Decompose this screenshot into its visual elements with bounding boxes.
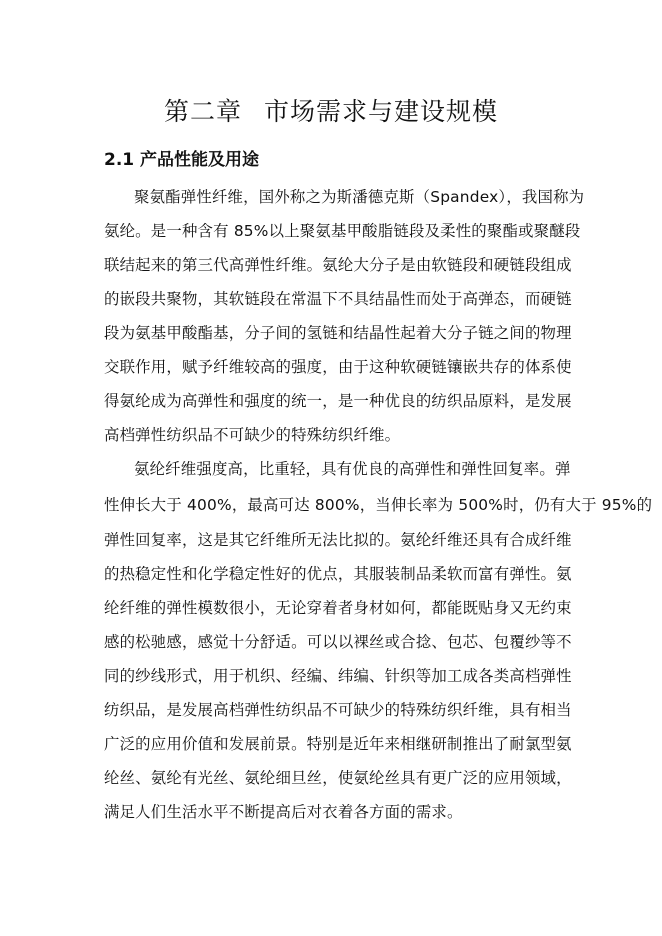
paragraph-1-line: 段为氨基甲酸酯基，分子间的氢链和结晶性起着大分子链之间的物理 <box>104 324 572 342</box>
paragraph-2-line: 的热稳定性和化学稳定性好的优点，其服装制品柔软而富有弹性。氨 <box>104 565 572 583</box>
chapter-number: 第二章 <box>163 97 242 126</box>
paragraph-1-line: 联结起来的第三代高弹性纤维。氨纶大分子是由软链段和硬链段组成 <box>104 256 572 274</box>
paragraph-1-line: 的嵌段共聚物，其软链段在常温下不具结晶性而处于高弹态，而硬链 <box>104 290 572 308</box>
paragraph-1-line: 高档弹性纺织品不可缺少的特殊纺织纤维。 <box>104 426 401 444</box>
section-title: 2.1 产品性能及用途 <box>104 150 260 170</box>
paragraph-2-line: 性伸长大于 400%，最高可达 800%，当伸长率为 500%时，仍有大于 95%的 <box>104 496 653 514</box>
paragraph-2-line: 广泛的应用价值和发展前景。特别是近年来相继研制推出了耐氯型氨 <box>104 735 572 753</box>
paragraph-1-line: 聚氨酯弹性纤维，国外称之为斯潘德克斯（Spandex），我国称为 <box>134 188 585 206</box>
paragraph-2-line: 感的松驰感，感觉十分舒适。可以以裸丝或合捻、包芯、包覆纱等不 <box>104 633 572 651</box>
paragraph-2-line: 纺织品，是发展高档弹性纺织品不可缺少的特殊纺织纤维，具有相当 <box>104 701 572 719</box>
paragraph-2-line: 同的纱线形式，用于机织、经编、纬编、针织等加工成各类高档弹性 <box>104 667 572 685</box>
paragraph-2-line: 满足人们生活水平不断提高后对衣着各方面的需求。 <box>104 803 463 821</box>
paragraph-1-line: 交联作用，赋予纤维较高的强度，由于这种软硬链镶嵌共存的体系使 <box>104 358 572 376</box>
chapter-title <box>0 96 662 128</box>
paragraph-2-line: 弹性回复率，这是其它纤维所无法比拟的。氨纶纤维还具有合成纤维 <box>104 531 572 549</box>
paragraph-2-line: 纶丝、氨纶有光丝、氨纶细旦丝，使氨纶丝具有更广泛的应用领域， <box>104 769 572 787</box>
paragraph-1-line: 氨纶。是一种含有 85%以上聚氨基甲酸脂链段及柔性的聚酯或聚醚段 <box>104 222 581 240</box>
paragraph-2-line: 氨纶纤维强度高，比重轻，具有优良的高弹性和弹性回复率。弹 <box>134 460 571 478</box>
paragraph-2-line: 纶纤维的弹性模数很小，无论穿着者身材如何，都能既贴身又无约束 <box>104 599 572 617</box>
paragraph-1-line: 得氨纶成为高弹性和强度的统一，是一种优良的纺织品原料，是发展 <box>104 392 572 410</box>
chapter-name: 市场需求与建设规模 <box>264 97 499 126</box>
